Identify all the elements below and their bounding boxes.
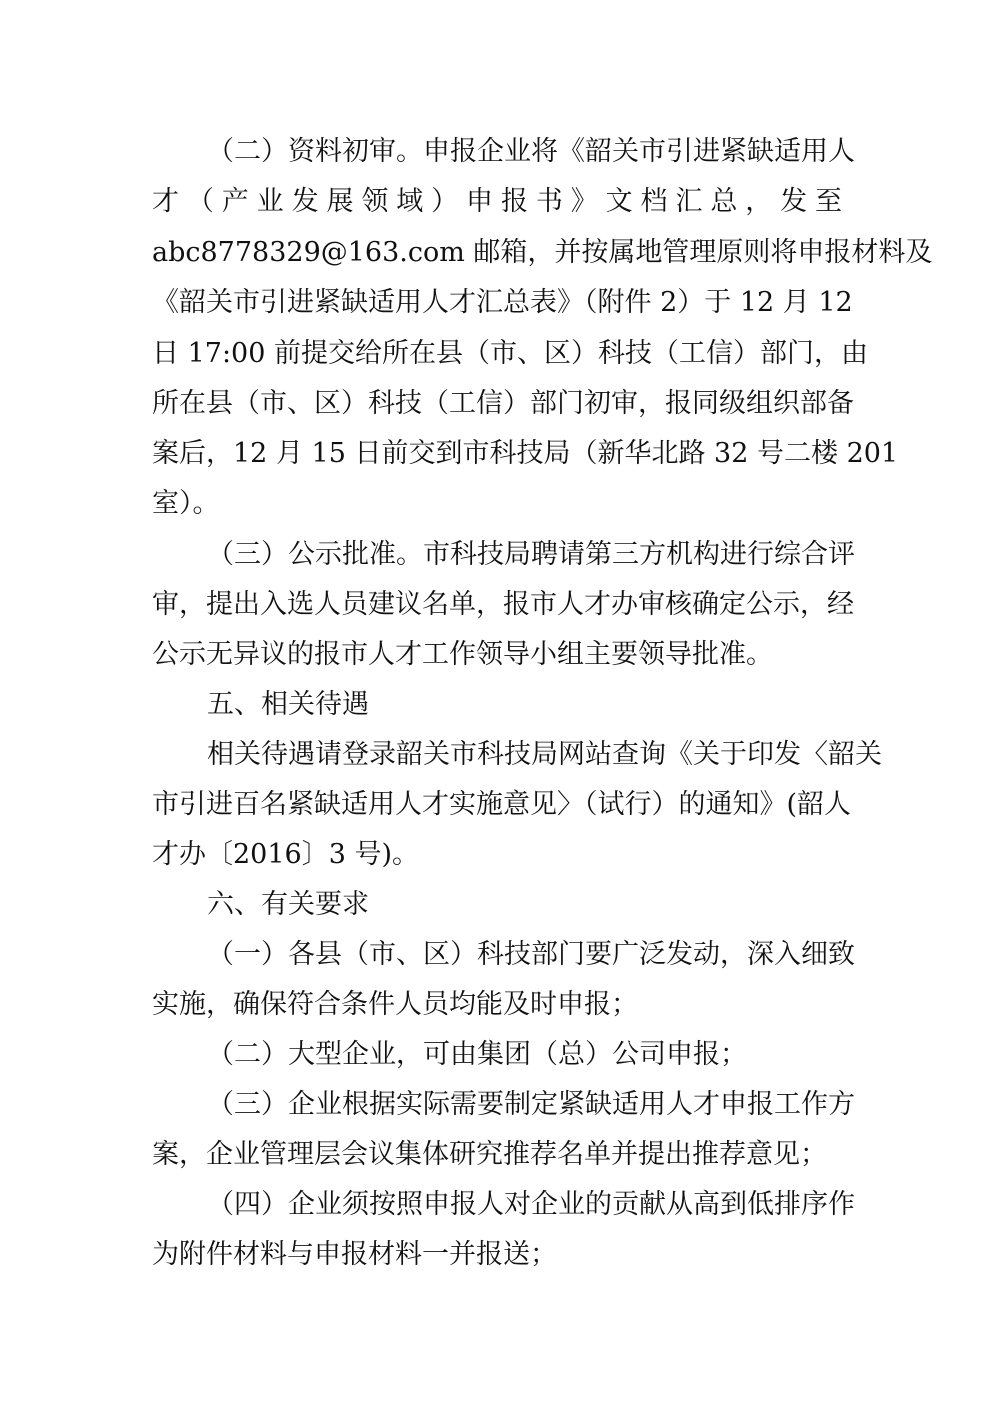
paragraph-line: 审，提出入选人员建议名单，报市人才办审核确定公示，经 [152, 589, 854, 620]
paragraph-line: （三）公示批准。市科技局聘请第三方机构进行综合评 [207, 539, 855, 570]
paragraph-line: （二）资料初审。申报企业将《韶关市引进紧缺适用人 [207, 136, 855, 167]
paragraph-line: （三）企业根据实际需要制定紧缺适用人才申报工作方 [207, 1089, 855, 1120]
paragraph-line: 实施，确保符合条件人员均能及时申报； [152, 989, 638, 1020]
paragraph-line: （一）各县（市、区）科技部门要广泛发动，深入细致 [207, 939, 855, 970]
paragraph-line: 市引进百名紧缺适用人才实施意见〉（试行）的通知》(韶人 [152, 789, 852, 820]
paragraph-line: （二）大型企业，可由集团（总）公司申报； [207, 1039, 747, 1070]
paragraph-line: 才（产业发展领域）申报书》文档汇总，发至 [152, 186, 842, 217]
section-heading: 五、相关待遇 [207, 689, 369, 720]
paragraph-line: 才办〔2016〕3 号)。 [152, 839, 420, 870]
paragraph-line: abc8778329@163.com 邮箱，并按属地管理原则将申报材料及 [152, 237, 933, 268]
paragraph-line: 公示无异议的报市人才工作领导小组主要领导批准。 [152, 639, 773, 670]
paragraph-line: 案，企业管理层会议集体研究推荐名单并提出推荐意见； [152, 1139, 827, 1170]
paragraph-line: 日 17:00 前提交给所在县（市、区）科技（工信）部门，由 [152, 338, 868, 369]
paragraph-line: 相关待遇请登录韶关市科技局网站查询《关于印发〈韶关 [207, 739, 882, 770]
paragraph-line: 为附件材料与申报材料一并报送； [152, 1239, 557, 1270]
paragraph-line: （四）企业须按照申报人对企业的贡献从高到低排序作 [207, 1189, 855, 1220]
paragraph-line: 室）。 [152, 488, 220, 519]
paragraph-line: 案后，12 月 15 日前交到市科技局（新华北路 32 号二楼 201 [152, 438, 899, 469]
section-heading: 六、有关要求 [207, 889, 369, 920]
paragraph-line: 《韶关市引进紧缺适用人才汇总表》（附件 2）于 12 月 12 [152, 287, 853, 318]
paragraph-line: 所在县（市、区）科技（工信）部门初审，报同级组织部备 [152, 388, 854, 419]
